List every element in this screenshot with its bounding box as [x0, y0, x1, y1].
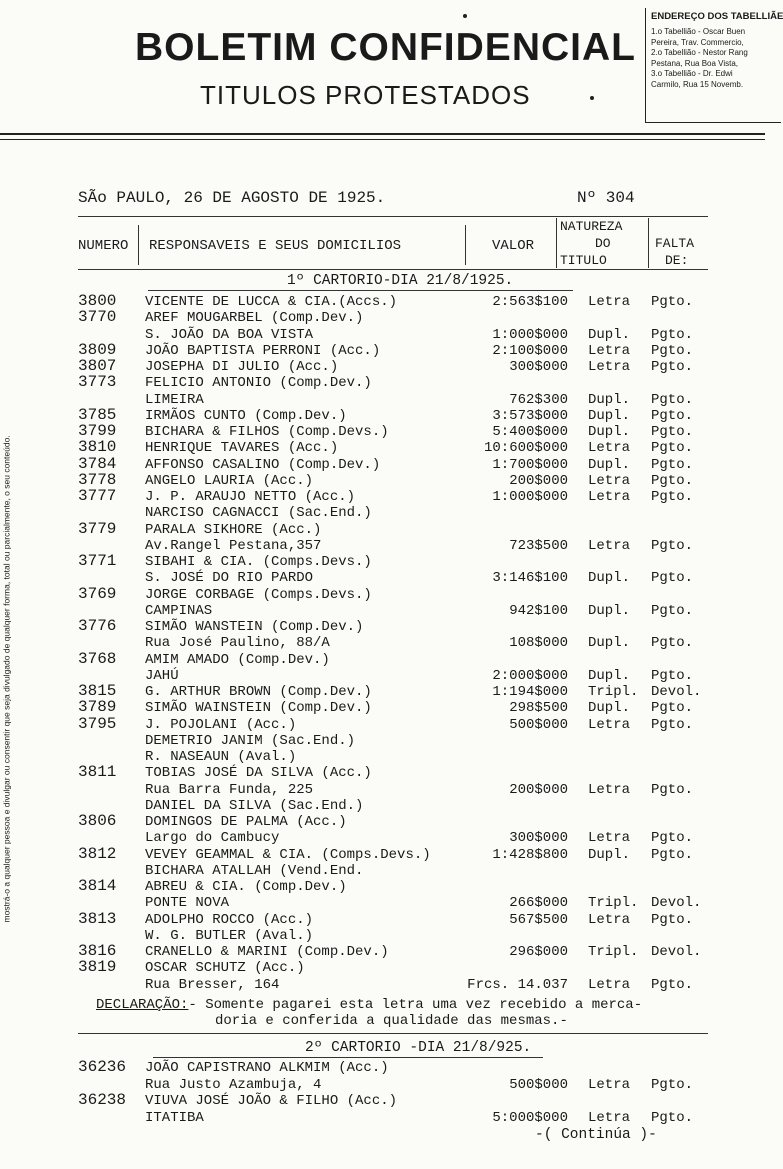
- row-falta: Pgto.: [651, 489, 694, 505]
- row-falta: Pgto.: [651, 570, 694, 587]
- row-valor: 2:100$000: [492, 342, 568, 359]
- row-responsavel: PONTE NOVA: [145, 895, 230, 912]
- row-responsavel: HENRIQUE TAVARES (Acc.): [145, 440, 339, 457]
- declaracao-text: - Somente pagarei esta letra uma vez recebido a merca-: [188, 997, 643, 1013]
- row-falta: Pgto.: [651, 342, 694, 359]
- row-falta: Pgto.: [651, 602, 694, 619]
- row-responsavel: FELICIO ANTONIO (Comp.Dev.): [145, 375, 372, 392]
- row-responsavel: S. JOÃO DA BOA VISTA: [145, 326, 314, 343]
- column-header-responsaveis: RESPONSAVEIS E SEUS DOMICILIOS: [149, 238, 402, 254]
- row-valor: 762$300: [509, 391, 568, 408]
- column-divider: [556, 218, 557, 268]
- row-valor: 1:000$000: [492, 326, 568, 343]
- row-natureza: Letra: [588, 1076, 631, 1093]
- row-number: 3811: [78, 763, 117, 782]
- row-responsavel: ADOLPHO ROCCO (Acc.): [145, 911, 314, 928]
- row-responsavel: Rua José Paulino, 88/A: [145, 635, 330, 652]
- row-natureza: Letra: [588, 830, 631, 847]
- row-responsavel: R. NASEAUN (Aval.): [145, 749, 297, 765]
- row-responsavel: CRANELLO & MARINI (Comp.Dev.): [145, 944, 389, 960]
- sidebar-line: mostrá-o a qualquer pessoa e divulgar ou consentir que seja divulgado de qualquer forma, total ou parcialmente, o seu conteúdo.: [1, 435, 12, 923]
- row-valor: 1:428$800: [492, 846, 568, 863]
- row-number: 3816: [78, 942, 117, 960]
- row-valor: 3:146$100: [492, 570, 568, 587]
- row-natureza: Letra: [588, 440, 631, 457]
- row-natureza: Dupl.: [588, 456, 631, 473]
- row-responsavel: JORGE CORBAGE (Comps.Devs.): [145, 586, 372, 603]
- row-number: 36238: [78, 1091, 127, 1109]
- row-natureza: Dupl.: [588, 407, 631, 424]
- row-responsavel: ABREU & CIA. (Comp.Dev.): [145, 879, 347, 895]
- address-line: 2.o Tabellião - Nestor Rang: [651, 48, 748, 58]
- row-natureza: Dupl.: [588, 424, 631, 440]
- ink-dot: [590, 96, 594, 100]
- row-natureza: Letra: [588, 911, 631, 928]
- row-responsavel: CAMPINAS: [145, 602, 213, 619]
- row-responsavel: IRMÃOS CUNTO (Comp.Dev.): [145, 407, 347, 424]
- row-number: 3771: [78, 552, 117, 570]
- row-falta: Devol.: [651, 944, 702, 960]
- declaracao-label: DECLARAÇÃO:: [96, 997, 189, 1013]
- row-responsavel: ANGELO LAURIA (Acc.): [145, 472, 314, 489]
- address-line: 3.o Tabellião - Dr. Edwi: [651, 69, 733, 79]
- row-valor: 3:573$000: [492, 407, 568, 424]
- row-falta: Pgto.: [651, 424, 694, 440]
- row-falta: Pgto.: [651, 359, 694, 375]
- column-header-falta: DE:: [665, 253, 689, 268]
- row-number: 3776: [78, 617, 117, 635]
- row-falta: Pgto.: [651, 456, 694, 473]
- row-natureza: Dupl.: [588, 602, 631, 619]
- row-responsavel: Rua Bresser, 164: [145, 976, 280, 993]
- row-natureza: Letra: [588, 537, 631, 554]
- row-number: 3789: [78, 698, 117, 717]
- row-valor: 942$100: [509, 602, 568, 619]
- row-number: 3819: [78, 958, 117, 977]
- section-heading: 1º CARTORIO-DIA 21/8/1925.: [287, 273, 514, 289]
- row-responsavel: G. ARTHUR BROWN (Comp.Dev.): [145, 684, 372, 700]
- row-falta: Pgto.: [651, 472, 694, 489]
- row-valor: 5:000$000: [492, 1109, 568, 1126]
- row-number: 3795: [78, 714, 117, 733]
- row-valor: 200$000: [509, 472, 568, 489]
- row-number: 3809: [78, 340, 117, 359]
- row-natureza: Letra: [588, 489, 631, 505]
- row-number: 3784: [78, 454, 117, 473]
- row-valor: 2:000$000: [492, 667, 568, 684]
- table-rule: [78, 216, 708, 217]
- row-valor: 1:700$000: [492, 456, 568, 473]
- row-falta: Pgto.: [651, 440, 694, 457]
- sidebar-notice: [0, 433, 13, 1033]
- row-valor: 10:600$000: [483, 440, 568, 457]
- column-divider: [465, 225, 466, 265]
- row-responsavel: AREF MOUGARBEL (Comp.Dev.): [145, 310, 364, 327]
- column-header-numero: NUMERO: [78, 238, 129, 254]
- row-number: 36236: [78, 1058, 127, 1076]
- section-rule: [153, 1057, 543, 1058]
- column-divider: [138, 225, 139, 265]
- row-responsavel: BICHARA & FILHOS (Comp.Devs.): [145, 424, 389, 440]
- row-responsavel: Rua Justo Azambuja, 4: [145, 1076, 322, 1093]
- continua-text: -( Continúa )-: [535, 1127, 657, 1143]
- row-responsavel: PARALA SIKHORE (Acc.): [145, 521, 322, 538]
- row-falta: Pgto.: [651, 1076, 694, 1093]
- section-heading: 2º CARTORIO -DIA 21/8/925.: [305, 1040, 532, 1056]
- row-natureza: Letra: [588, 342, 631, 359]
- row-falta: Pgto.: [651, 391, 694, 408]
- row-valor: 296$000: [509, 944, 568, 960]
- section-rule: [78, 1033, 708, 1034]
- row-natureza: Letra: [588, 472, 631, 489]
- row-responsavel: J. POJOLANI (Acc.): [145, 716, 297, 733]
- row-number: 3815: [78, 682, 117, 700]
- column-divider: [648, 218, 649, 268]
- row-natureza: Letra: [588, 1109, 631, 1126]
- row-responsavel: JOSEPHA DI JULIO (Acc.): [145, 359, 339, 375]
- table-rule: [78, 269, 708, 270]
- row-number: 3768: [78, 649, 117, 668]
- section-rule: [148, 290, 573, 291]
- row-falta: Pgto.: [651, 407, 694, 424]
- row-responsavel: OSCAR SCHUTZ (Acc.): [145, 960, 305, 977]
- row-falta: Devol.: [651, 684, 702, 700]
- row-responsavel: JOÃO CAPISTRANO ALKMIM (Acc.): [145, 1060, 389, 1076]
- row-responsavel: AMIM AMADO (Comp.Dev.): [145, 651, 330, 668]
- row-natureza: Dupl.: [588, 570, 631, 587]
- column-header-natureza: TITULO: [560, 253, 607, 268]
- row-natureza: Letra: [588, 359, 631, 375]
- row-responsavel: SIMÃO WANSTEIN (Comp.Dev.): [145, 619, 364, 635]
- row-number: 3769: [78, 584, 117, 603]
- row-responsavel: SIMÃO WAINSTEIN (Comp.Dev.): [145, 700, 372, 717]
- row-number: 3770: [78, 308, 117, 327]
- row-valor: 1:000$000: [492, 489, 568, 505]
- row-natureza: Dupl.: [588, 635, 631, 652]
- row-number: 3777: [78, 487, 117, 505]
- row-valor: 300$000: [509, 359, 568, 375]
- row-falta: Pgto.: [651, 700, 694, 717]
- header-rule: [0, 133, 765, 135]
- row-falta: Pgto.: [651, 635, 694, 652]
- row-falta: Pgto.: [651, 781, 694, 798]
- header-rule: [0, 139, 765, 140]
- row-number: 3812: [78, 844, 117, 863]
- row-responsavel: J. P. ARAUJO NETTO (Acc.): [145, 489, 356, 505]
- row-responsavel: NARCISO CAGNACCI (Sac.End.): [145, 505, 372, 522]
- bulletin-title: BOLETIM CONFIDENCIAL: [135, 26, 636, 69]
- row-number: 3814: [78, 877, 117, 895]
- row-responsavel: SIBAHI & CIA. (Comps.Devs.): [145, 554, 372, 570]
- row-valor: 500$000: [509, 716, 568, 733]
- row-number: 3785: [78, 405, 117, 424]
- column-header-natureza: NATUREZA: [560, 219, 623, 234]
- row-valor: 1:194$000: [492, 684, 568, 700]
- row-falta: Pgto.: [651, 911, 694, 928]
- row-falta: Pgto.: [651, 716, 694, 733]
- row-valor: 298$500: [509, 700, 568, 717]
- row-responsavel: AFFONSO CASALINO (Comp.Dev.): [145, 456, 381, 473]
- row-valor: 5:400$000: [492, 424, 568, 440]
- row-responsavel: BICHARA ATALLAH (Vend.End.: [145, 862, 364, 879]
- row-valor: 200$000: [509, 781, 568, 798]
- row-responsavel: VEVEY GEAMMAL & CIA. (Comps.Devs.): [145, 846, 431, 863]
- row-natureza: Letra: [588, 976, 631, 993]
- column-header-natureza: DO: [595, 236, 611, 251]
- row-valor: 266$000: [509, 895, 568, 912]
- row-responsavel: VICENTE DE LUCCA & CIA.(Accs.): [145, 294, 398, 310]
- address-line: Carmilo, Rua 15 Novemb.: [651, 79, 744, 89]
- row-valor: 567$500: [509, 911, 568, 928]
- row-falta: Pgto.: [651, 294, 694, 310]
- row-falta: Pgto.: [651, 830, 694, 847]
- declaracao: [96, 997, 642, 1013]
- row-valor: Frcs. 14.037: [467, 976, 568, 993]
- row-responsavel: DEMETRIO JANIM (Sac.End.): [145, 732, 356, 749]
- row-responsavel: DANIEL DA SILVA (Sac.End.): [145, 797, 364, 814]
- row-number: 3779: [78, 519, 117, 538]
- column-header-valor: VALOR: [492, 238, 535, 254]
- address-line: Pestana, Rua Boa Vista,: [651, 58, 739, 68]
- row-responsavel: Rua Barra Funda, 225: [145, 781, 314, 798]
- row-natureza: Dupl.: [588, 391, 631, 408]
- row-responsavel: LIMEIRA: [145, 391, 204, 408]
- row-natureza: Letra: [588, 781, 631, 798]
- row-responsavel: JOÃO BAPTISTA PERRONI (Acc.): [145, 342, 381, 359]
- row-responsavel: VIUVA JOSÉ JOÃO & FILHO (Acc.): [145, 1093, 398, 1109]
- row-responsavel: DOMINGOS DE PALMA (Acc.): [145, 814, 347, 830]
- row-valor: 300$000: [509, 830, 568, 847]
- dateline: SÃo PAULO, 26 DE AGOSTO DE 1925.: [78, 189, 386, 207]
- row-natureza: Tripl.: [588, 895, 639, 912]
- row-falta: Pgto.: [651, 846, 694, 863]
- row-responsavel: S. JOSÉ DO RIO PARDO: [145, 570, 314, 587]
- row-natureza: Dupl.: [588, 846, 631, 863]
- row-valor: 108$000: [509, 635, 568, 652]
- row-number: 3810: [78, 438, 117, 457]
- row-natureza: Dupl.: [588, 667, 631, 684]
- bulletin-subtitle: TITULOS PROTESTADOS: [200, 80, 531, 110]
- address-heading: ENDEREÇO DOS TABELLIÃE: [651, 11, 783, 22]
- row-responsavel: Largo do Cambucy: [145, 830, 280, 847]
- row-number: 3773: [78, 373, 117, 392]
- row-natureza: Letra: [588, 294, 631, 310]
- column-header-falta: FALTA: [655, 236, 695, 251]
- ink-dot: [463, 14, 467, 18]
- row-valor: 2:563$100: [492, 294, 568, 310]
- row-falta: Pgto.: [651, 976, 694, 993]
- row-responsavel: ITATIBA: [145, 1109, 204, 1126]
- row-number: 3807: [78, 357, 117, 375]
- row-number: 3813: [78, 909, 117, 928]
- row-responsavel: W. G. BUTLER (Aval.): [145, 927, 314, 944]
- row-number: 3799: [78, 422, 117, 440]
- row-natureza: Dupl.: [588, 326, 631, 343]
- bulletin-number: Nº 304: [577, 189, 635, 207]
- row-number: 3806: [78, 812, 117, 830]
- sidebar-label: [0, 914, 1, 1032]
- address-line: Pereira, Trav. Commercio,: [651, 37, 744, 47]
- row-falta: Pgto.: [651, 1109, 694, 1126]
- address-line: 1.o Tabellião - Oscar Buen: [651, 27, 746, 36]
- row-responsavel: Av.Rangel Pestana,357: [145, 537, 322, 554]
- row-valor: 500$000: [509, 1076, 568, 1093]
- row-falta: Devol.: [651, 895, 702, 912]
- row-valor: 723$500: [509, 537, 568, 554]
- row-natureza: Dupl.: [588, 700, 631, 717]
- declaracao-text: doria e conferida a qualidade das mesmas.-: [215, 1013, 568, 1029]
- row-falta: Pgto.: [651, 537, 694, 554]
- row-responsavel: JAHÚ: [145, 667, 179, 684]
- row-number: 3778: [78, 470, 117, 489]
- row-natureza: Tripl.: [588, 684, 639, 700]
- address-box: [645, 8, 781, 123]
- row-natureza: Letra: [588, 716, 631, 733]
- row-natureza: Tripl.: [588, 944, 639, 960]
- row-falta: Pgto.: [651, 667, 694, 684]
- row-responsavel: TOBIAS JOSÉ DA SILVA (Acc.): [145, 765, 372, 782]
- row-number: 3800: [78, 292, 117, 310]
- row-falta: Pgto.: [651, 326, 694, 343]
